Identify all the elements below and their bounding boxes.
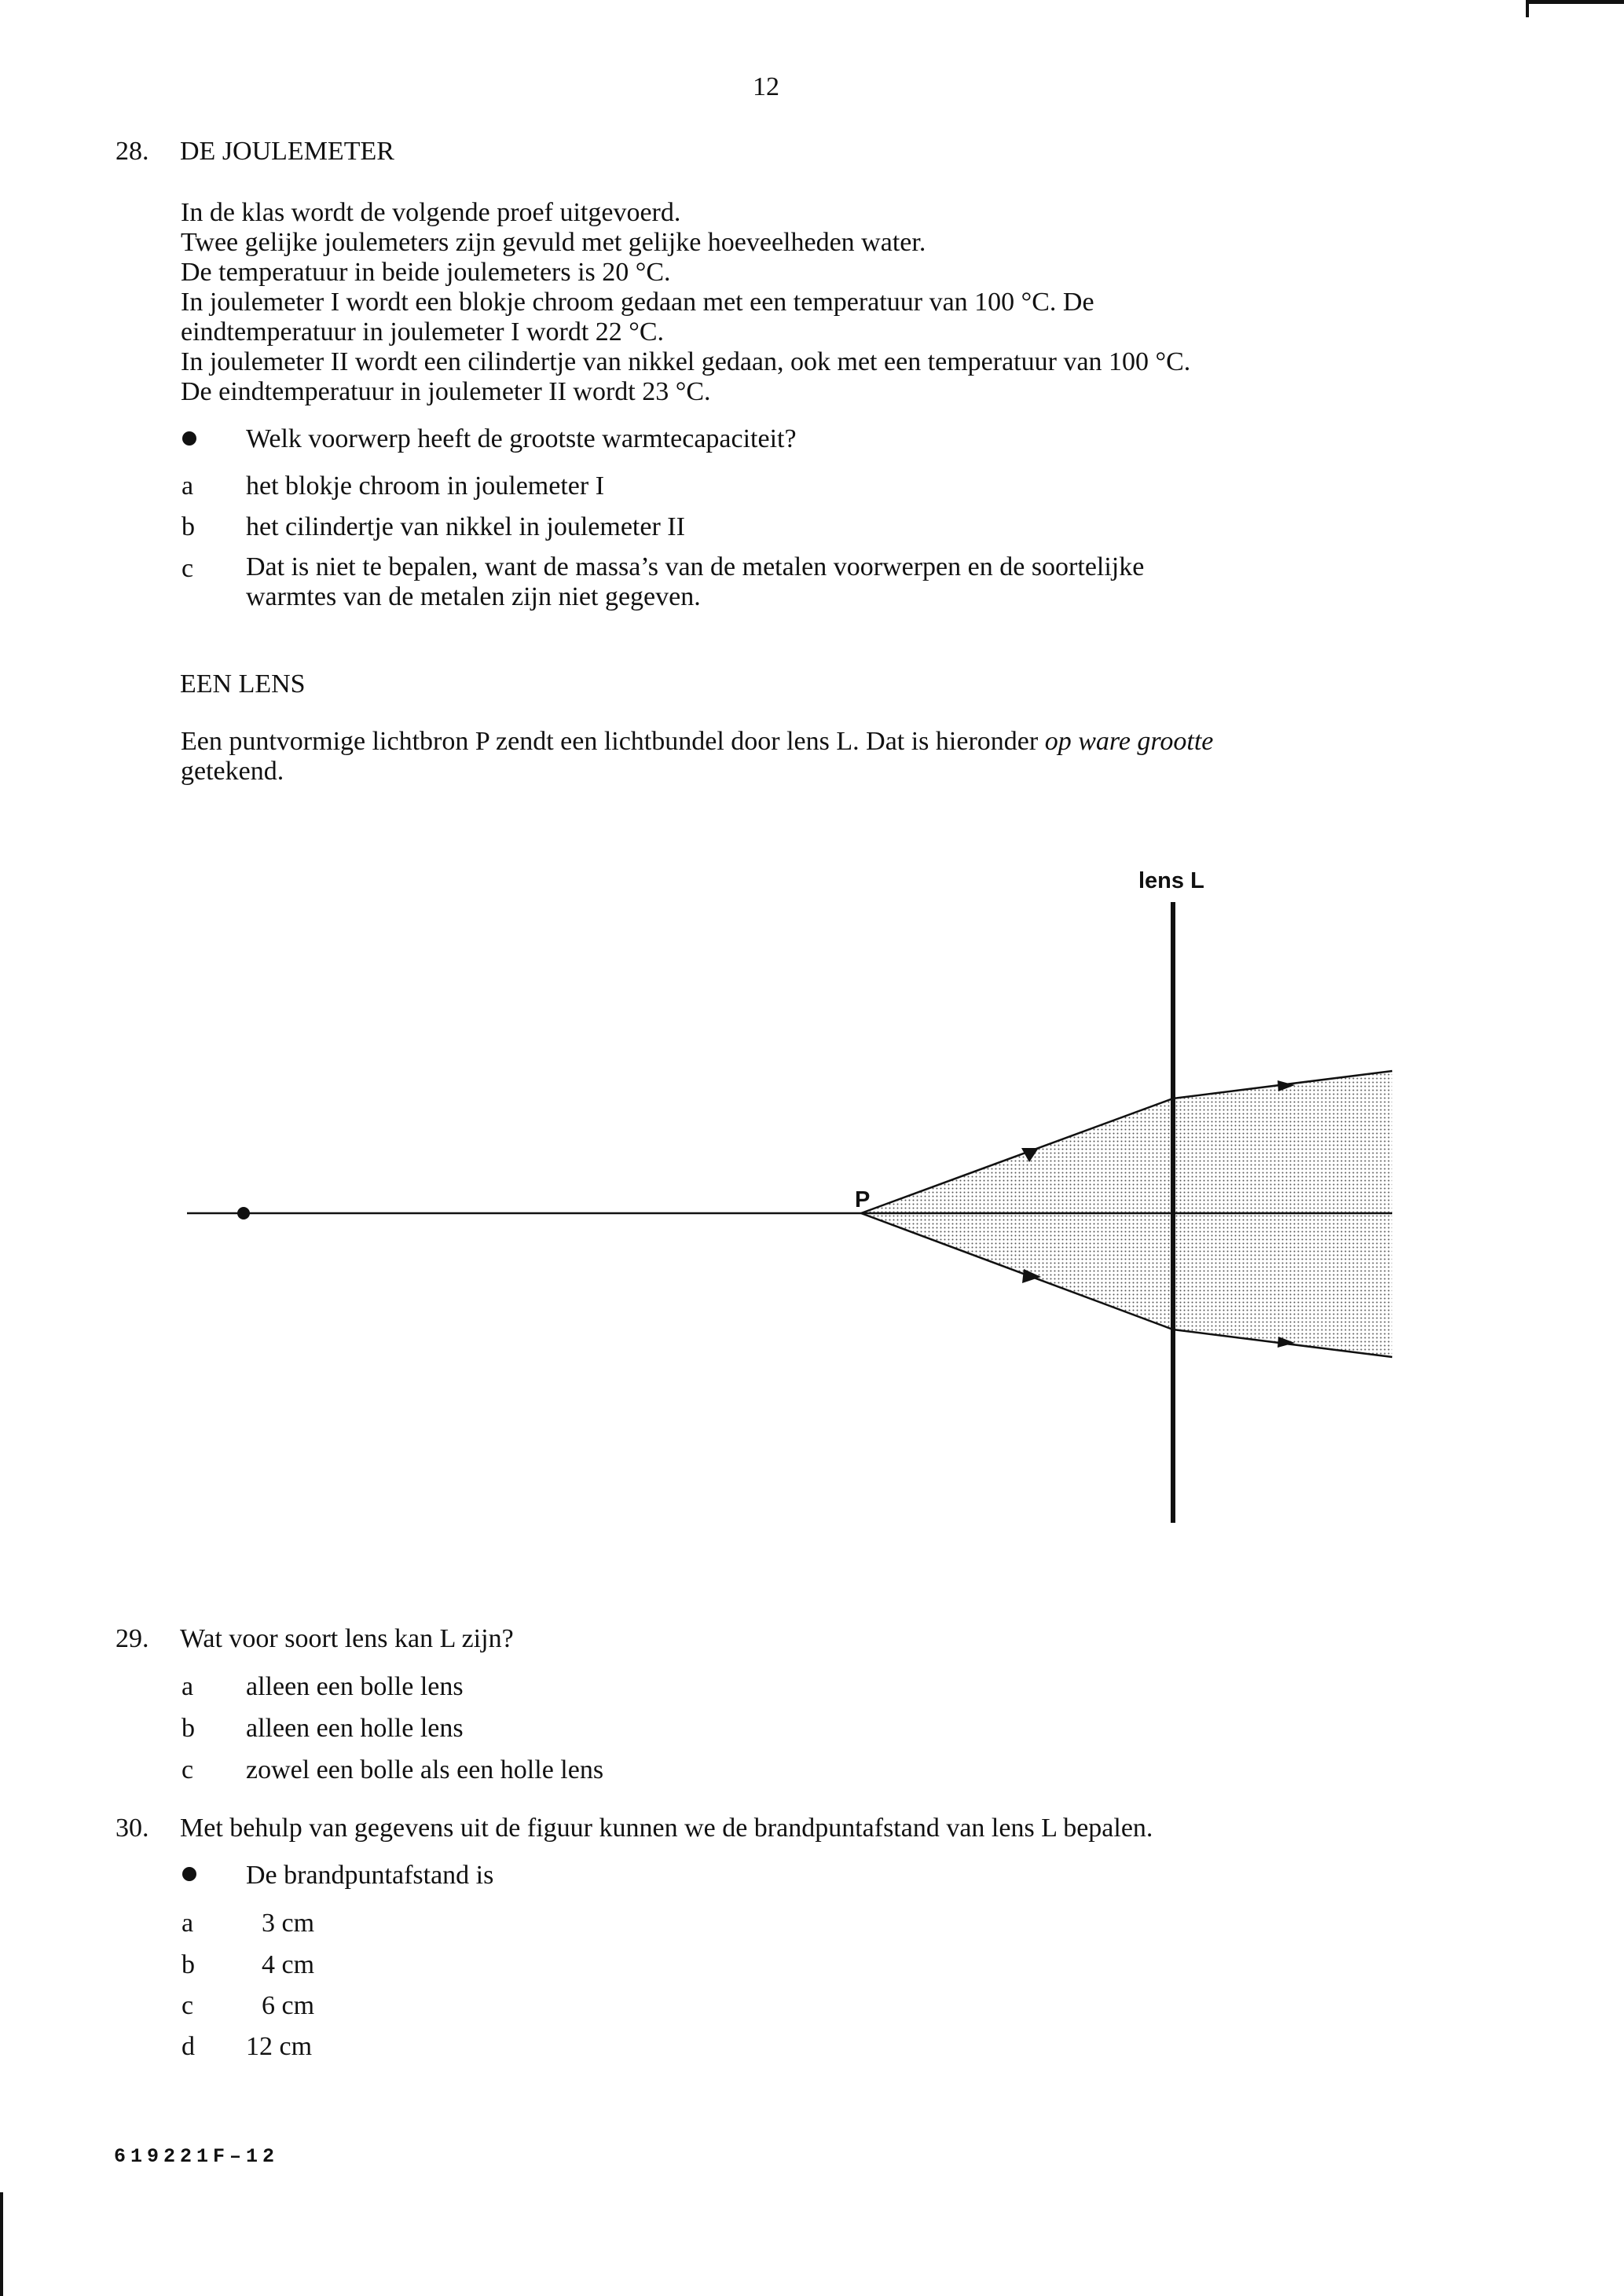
- q28-intro-line: De eindtemperatuur in joulemeter II wordt 23 °C.: [181, 377, 711, 406]
- lens-intro-text: Een puntvormige lichtbron P zendt een lichtbundel door lens L. Dat is hieronder: [181, 727, 1045, 756]
- bullet-icon: [182, 1867, 196, 1881]
- lens-figure: [0, 849, 1624, 1540]
- q30-option-b[interactable]: 4 cm: [262, 1950, 315, 1979]
- q30-question: De brandpuntafstand is: [246, 1861, 494, 1890]
- q28-option-c-line: Dat is niet te bepalen, want de massa’s van de metalen voorwerpen en de soortelijke: [246, 552, 1145, 581]
- q28-option-a[interactable]: het blokje chroom in joulemeter I: [246, 471, 605, 501]
- q28-intro-line: Twee gelijke joulemeters zijn gevuld met gelijke hoeveelheden water.: [181, 228, 926, 257]
- q29-number: 29.: [115, 1624, 149, 1653]
- q30-option-c[interactable]: 6 cm: [262, 1991, 315, 2020]
- lens-section-intro: [181, 727, 1213, 787]
- lens-intro-line: [181, 727, 1213, 757]
- q29-option-b[interactable]: alleen een holle lens: [246, 1714, 464, 1743]
- axis-point: [237, 1207, 250, 1220]
- q28-title: DE JOULEMETER: [180, 137, 394, 166]
- q29-option-letter: c: [181, 1755, 194, 1784]
- q28-intro-line: In de klas wordt de volgende proef uitgevoerd.: [181, 198, 681, 227]
- q30-option-letter: b: [181, 1950, 195, 1979]
- bullet-icon: [182, 431, 196, 446]
- q30-option-letter: d: [181, 2032, 195, 2061]
- q30-option-d[interactable]: 12 cm: [246, 2032, 313, 2061]
- q28-option-letter: a: [181, 471, 194, 501]
- corner-mark-vertical: [1526, 0, 1529, 17]
- lens-intro-line: getekend.: [181, 757, 284, 786]
- lens-intro-italic: op ware grootte: [1044, 727, 1214, 756]
- q30-number: 30.: [115, 1814, 149, 1843]
- q28-number: 28.: [115, 137, 149, 166]
- q29-option-letter: a: [181, 1672, 194, 1701]
- lens-label: lens L: [1138, 868, 1204, 893]
- q28-option-b[interactable]: het cilindertje van nikkel in joulemeter II: [246, 512, 685, 541]
- q30-option-letter: a: [181, 1909, 194, 1938]
- q30-option-letter: c: [181, 1991, 194, 2020]
- footer-code: 619221F–12: [114, 2145, 280, 2168]
- q28-intro-line: In joulemeter I wordt een blokje chroom gedaan met een temperatuur van 100 °C. De: [181, 288, 1094, 317]
- q28-intro: [181, 198, 1454, 407]
- q28-question: Welk voorwerp heeft de grootste warmtecapaciteit?: [246, 424, 797, 453]
- q28-intro-line: De temperatuur in beide joulemeters is 20 °C.: [181, 258, 671, 287]
- q29-option-c[interactable]: zowel een bolle als een holle lens: [246, 1755, 604, 1784]
- q28-option-letter: c: [181, 554, 194, 583]
- source-label: P: [855, 1187, 871, 1212]
- q30-option-a[interactable]: 3 cm: [262, 1909, 315, 1938]
- q29-option-letter: b: [181, 1714, 195, 1743]
- q29-option-a[interactable]: alleen een bolle lens: [246, 1672, 464, 1701]
- q29-question: Wat voor soort lens kan L zijn?: [180, 1624, 514, 1653]
- left-edge-mark: [0, 2192, 3, 2296]
- q28-intro-line: In joulemeter II wordt een cilindertje van nikkel gedaan, ook met een temperatuur van 100 °C.: [181, 347, 1191, 376]
- lens-section-title: EEN LENS: [180, 669, 306, 699]
- q28-option-letter: b: [181, 512, 195, 541]
- corner-mark-horizontal: [1526, 0, 1624, 4]
- q28-intro-line: eindtemperatuur in joulemeter I wordt 22 °C.: [181, 317, 665, 347]
- q28-option-c-line: warmtes van de metalen zijn niet gegeven.: [246, 582, 701, 611]
- q28-option-c[interactable]: [246, 552, 1144, 612]
- q30-intro: Met behulp van gegevens uit de figuur kunnen we de brandpuntafstand van lens L bepalen.: [180, 1814, 1153, 1843]
- page-number: 12: [753, 72, 779, 101]
